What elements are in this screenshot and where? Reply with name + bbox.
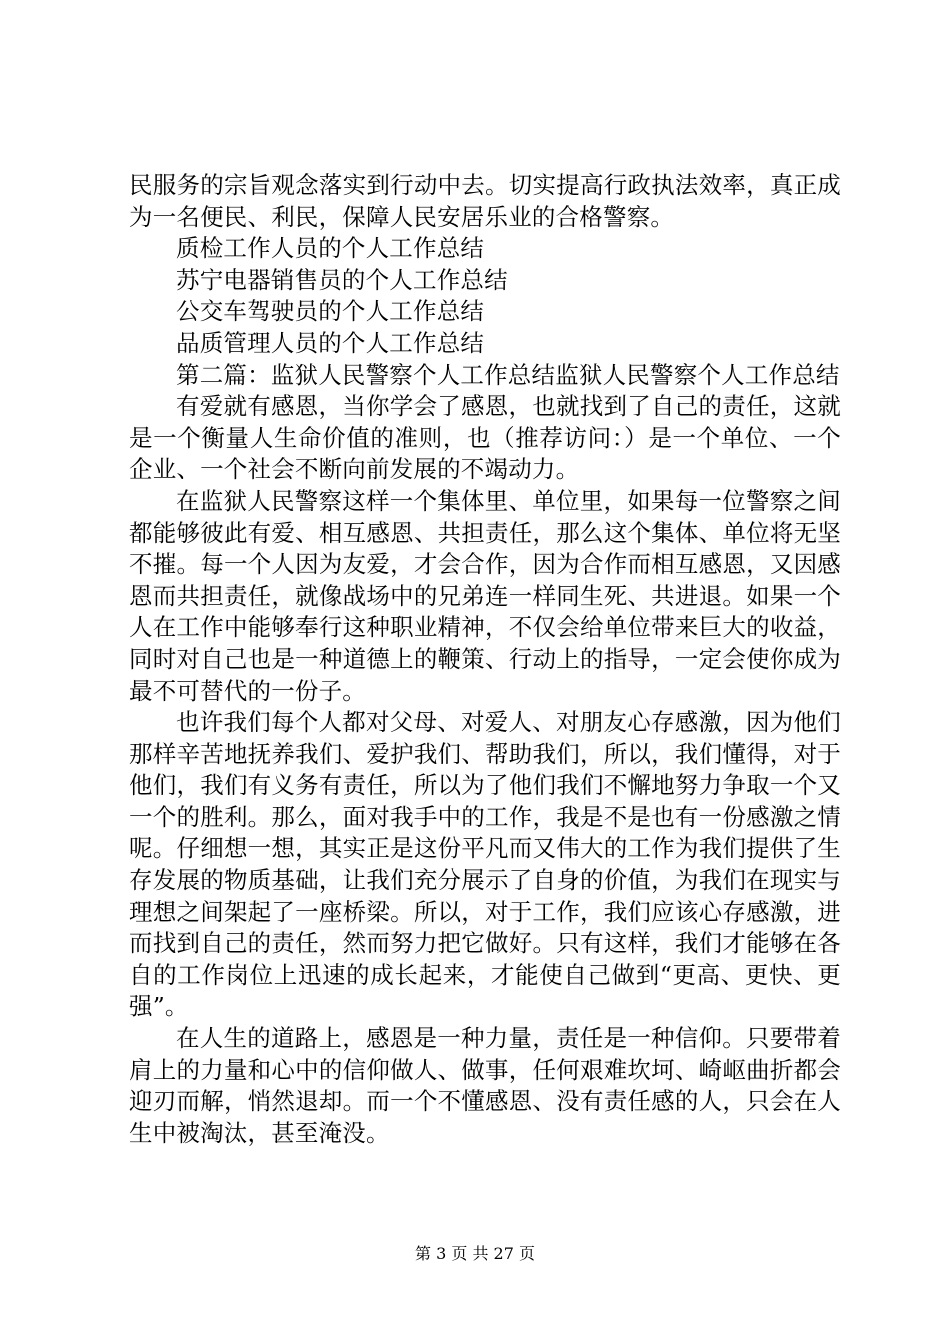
list-item-quality-manager: 品质管理人员的个人工作总结 (176, 328, 485, 357)
list-item-suning-salesperson: 苏宁电器销售员的个人工作总结 (176, 265, 508, 294)
section-heading: 第二篇：监狱人民警察个人工作总结监狱人民警察个人工作总结 (176, 360, 840, 389)
paragraph-3: 在监狱人民警察这样一个集体里、单位里，如果每一位警察之间都能够彼此有爱、相互感恩、共担责任，那么这个集体、单位将无坚不摧。每一个人因为友爱，才会合作，因为合作而相互感恩，又因感恩而共担责任，就像战场中的兄弟连一样同生死、共进退。如果一个人在工作中能够奉行这种职业精神，不仅会给单位带来巨大的收益，同时对自己也是一种道德上的鞭策、行动上的指导，一定会使你成为最不可替代的一份子。 (129, 486, 841, 705)
page-footer: 第 3 页 共 27 页 (415, 1244, 535, 1263)
document-body (129, 170, 841, 1149)
paragraph-1: 民服务的宗旨观念落实到行动中去。切实提高行政执法效率，真正成为一名便民、利民，保障人民安居乐业的合格警察。 (129, 171, 841, 231)
list-item-bus-driver: 公交车驾驶员的个人工作总结 (176, 297, 485, 326)
paragraph-5: 在人生的道路上，感恩是一种力量，责任是一种信仰。只要带着肩上的力量和心中的信仰做人、做事，任何艰难坎坷、崎岖曲折都会迎刃而解，悄然退却。而一个不懂感恩、没有责任感的人，只会在人生中被淘汰，甚至淹没。 (129, 1024, 841, 1147)
paragraph-2: 有爱就有感恩，当你学会了感恩，也就找到了自己的责任，这就是一个衡量人生命价值的准则，也（推荐访问：）是一个单位、一个企业、一个社会不断向前发展的不竭动力。 (129, 392, 841, 484)
paragraph-4: 也许我们每个人都对父母、对爱人、对朋友心存感激，因为他们那样辛苦地抚养我们、爱护我们、帮助我们，所以，我们懂得，对于他们，我们有义务有责任，所以为了他们我们不懈地努力争取一个又一个的胜利。那么，面对我手中的工作，我是不是也有一份感激之情呢。仔细想一想，其实正是这份平凡而又伟大的工作为我们提供了生存发展的物质基础，让我们充分展示了自身的价值，为我们在现实与理想之间架起了一座桥梁。所以，对于工作，我们应该心存感激，进而找到自己的责任，然而努力把它做好。只有这样，我们才能够在各自的工作岗位上迅速的成长起来，才能使自己做到“更高、更快、更强”。 (129, 708, 841, 1021)
list-item-quality-inspector: 质检工作人员的个人工作总结 (176, 234, 485, 263)
